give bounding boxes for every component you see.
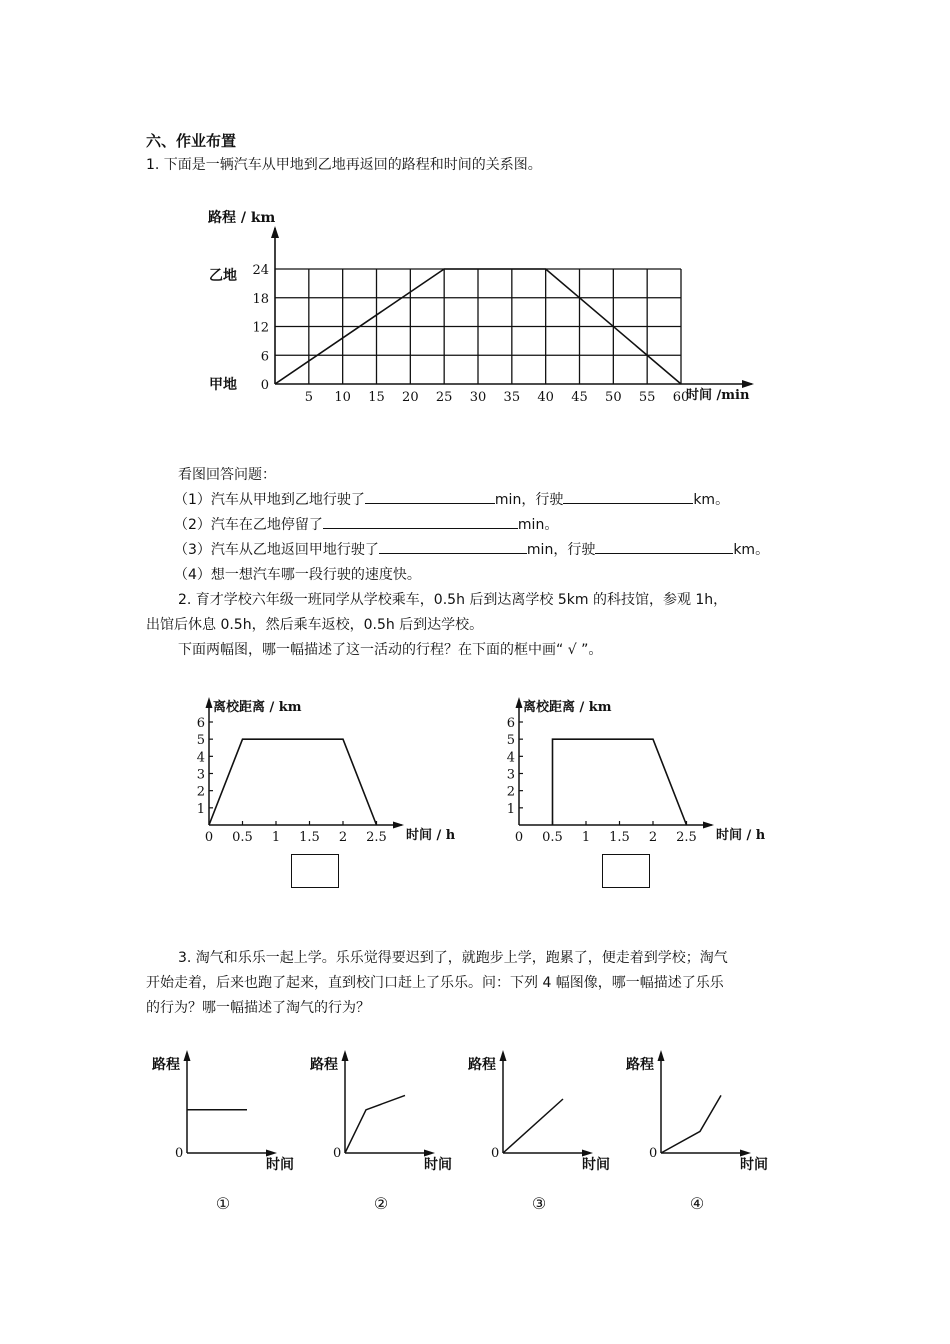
q2-ytick-label: 4 [506, 750, 515, 766]
q2-ytick-label: 5 [196, 733, 205, 749]
q1-xtick-label: 10 [334, 390, 351, 405]
q3-origin-label: 0 [333, 1146, 342, 1161]
q1-sub1-a: （1）汽车从甲地到乙地行驶了 [174, 492, 365, 508]
q1-sub1 [174, 489, 729, 509]
q3-x-axis-arrow [424, 1150, 435, 1157]
q1-xtick-label: 45 [571, 390, 588, 405]
q3-series-line [661, 1095, 721, 1153]
q1-ylabel: 路程 / km [208, 210, 276, 226]
q3-line2: 开始走着，后来也跑了起来，直到校门口赶上了乐乐。问：下列 4 幅图像，哪一幅描述了乐乐 [146, 975, 724, 991]
q1-place-bottom: 甲地 [209, 377, 237, 393]
q1-y-axis-arrow [271, 226, 279, 238]
q3-origin-label: 0 [649, 1146, 658, 1161]
q1-sub1-blank2[interactable] [563, 489, 693, 504]
q2-ytick-label: 6 [506, 716, 515, 731]
q1-sub1-blank1[interactable] [365, 489, 495, 504]
q2-xtick-label: 2 [338, 830, 348, 845]
q2-xtick-label: 0.5 [232, 830, 253, 845]
q3-graph-number: ③ [531, 1194, 547, 1213]
q1-xtick-label: 55 [638, 390, 656, 405]
q2-ytick-label: 1 [506, 801, 515, 817]
q2-ytick-label: 3 [506, 767, 515, 783]
q3-x-axis-arrow [266, 1150, 277, 1157]
q3-series-line [345, 1095, 405, 1153]
q2-xtick-label: 2 [648, 830, 658, 845]
q2-xlabel: 时间 / h [406, 828, 456, 843]
q2-series-line [553, 739, 687, 825]
section-title: 六、作业布置 [146, 132, 237, 150]
q3-origin-label: 0 [491, 1146, 500, 1161]
q3-ylabel: 路程 [626, 1057, 654, 1073]
q2-xtick-label: 1.5 [299, 830, 320, 845]
q3-xlabel: 时间 [424, 1157, 452, 1173]
q2-x-axis-arrow [703, 822, 714, 829]
q2-ytick-label: 3 [196, 767, 205, 783]
q1-sub3-blank2[interactable] [595, 539, 733, 554]
q1-ytick-label: 0 [260, 378, 269, 393]
q2-answer-box-b[interactable] [602, 854, 650, 888]
q3-ylabel: 路程 [468, 1057, 496, 1073]
q1-sub2-b: min。 [517, 517, 559, 533]
q2-xtick-label: 0 [204, 830, 214, 845]
q2-ytick-label: 6 [196, 716, 205, 731]
q3-xlabel: 时间 [582, 1157, 610, 1173]
q1-text: 1. 下面是一辆汽车从甲地到乙地再返回的路程和时间的关系图。 [146, 157, 542, 173]
q3-graph-number: ① [215, 1194, 231, 1213]
q3-series-line [503, 1099, 563, 1153]
q2-xlabel: 时间 / h [716, 828, 766, 843]
q3-graph-3 [456, 1045, 610, 1215]
q3-graph-1 [140, 1045, 294, 1215]
q2-xtick-label: 1 [271, 830, 281, 845]
q1-sub3-blank1[interactable] [379, 539, 527, 554]
q3-line3: 的行为？哪一幅描述了淘气的行为？ [146, 1000, 370, 1016]
q1-ytick-label: 18 [252, 291, 269, 307]
q2-line2: 出馆后休息 0.5h，然后乘车返校，0.5h 后到达学校。 [146, 617, 484, 633]
q2-ytick-label: 1 [196, 801, 205, 817]
q1-sub3 [174, 539, 769, 559]
q2-ytick-label: 2 [196, 784, 205, 800]
q2-y-axis-arrow [516, 697, 523, 708]
q2-xtick-label: 1 [581, 830, 591, 845]
q1-sub1-b: min，行驶 [494, 492, 564, 508]
q3-ylabel: 路程 [310, 1057, 338, 1073]
q3-y-axis-arrow [342, 1050, 349, 1061]
q2-xtick-label: 2.5 [676, 830, 697, 845]
q2-ytick-label: 2 [506, 784, 515, 800]
q2-ytick-label: 4 [196, 750, 205, 766]
q1-ytick-label: 12 [252, 320, 269, 336]
q1-sub4: （4）想一想汽车哪一段行驶的速度快。 [174, 567, 421, 583]
q2-xtick-label: 2.5 [366, 830, 387, 845]
q1-xtick-label: 5 [304, 390, 313, 405]
q2-line1: 2. 育才学校六年级一班同学从学校乘车，0.5h 后到达离学校 5km 的科技馆，参观 1h， [178, 592, 728, 608]
q2-answer-box-a[interactable] [291, 854, 339, 888]
q2-line3: 下面两幅图，哪一幅描述了这一活动的行程？在下面的框中画“ √ ”。 [178, 642, 603, 658]
q3-y-axis-arrow [658, 1050, 665, 1061]
q3-ylabel: 路程 [152, 1057, 180, 1073]
q1-x-axis-arrow [742, 380, 754, 388]
q3-graph-number: ④ [689, 1194, 705, 1213]
q1-sub3-c: km。 [733, 542, 770, 558]
q3-graph-4 [614, 1045, 768, 1215]
q1-sub2 [174, 514, 558, 534]
q3-graph-2 [298, 1045, 452, 1215]
q2-chart-b [500, 690, 800, 890]
q3-x-axis-arrow [740, 1150, 751, 1157]
q2-x-axis-arrow [393, 822, 404, 829]
q1-xtick-label: 60 [672, 390, 690, 405]
q2-xtick-label: 0.5 [542, 830, 563, 845]
q1-xtick-label: 20 [402, 390, 419, 405]
q2-ytick-label: 5 [506, 733, 515, 749]
q1-sub2-blank[interactable] [323, 514, 518, 529]
q1-sub3-b: min，行驶 [526, 542, 596, 558]
q2-ylabel: 离校距离 / km [523, 700, 612, 715]
q3-xlabel: 时间 [740, 1157, 768, 1173]
q2-series-line [209, 739, 377, 825]
q1-xtick-label: 50 [605, 390, 622, 405]
q3-x-axis-arrow [582, 1150, 593, 1157]
q1-xtick-label: 15 [368, 390, 385, 405]
q1-sub2-a: （2）汽车在乙地停留了 [174, 517, 323, 533]
q1-prompt: 看图回答问题： [178, 467, 276, 483]
q1-xtick-label: 35 [503, 390, 521, 405]
q3-line1: 3. 淘气和乐乐一起上学。乐乐觉得要迟到了，就跑步上学，跑累了，便走着到学校；淘气 [178, 950, 728, 966]
q1-ytick-label: 24 [252, 263, 269, 278]
q2-xtick-label: 0 [514, 830, 524, 845]
q3-y-axis-arrow [500, 1050, 507, 1061]
q3-y-axis-arrow [184, 1050, 191, 1061]
q3-graph-number: ② [373, 1194, 389, 1213]
q1-xlabel: 时间 /min [686, 388, 750, 403]
q1-xtick-label: 30 [469, 390, 487, 405]
q2-y-axis-arrow [206, 697, 213, 708]
q1-ytick-label: 6 [260, 349, 269, 365]
q1-place-top: 乙地 [209, 268, 237, 284]
q3-xlabel: 时间 [266, 1157, 294, 1173]
q2-ylabel: 离校距离 / km [213, 700, 302, 715]
q1-sub1-c: km。 [693, 492, 730, 508]
q1-sub3-a: （3）汽车从乙地返回甲地行驶了 [174, 542, 379, 558]
q2-chart-a [190, 690, 490, 890]
q2-xtick-label: 1.5 [609, 830, 630, 845]
q1-xtick-label: 40 [537, 390, 554, 405]
q1-xtick-label: 25 [435, 390, 453, 405]
q3-origin-label: 0 [175, 1146, 184, 1161]
